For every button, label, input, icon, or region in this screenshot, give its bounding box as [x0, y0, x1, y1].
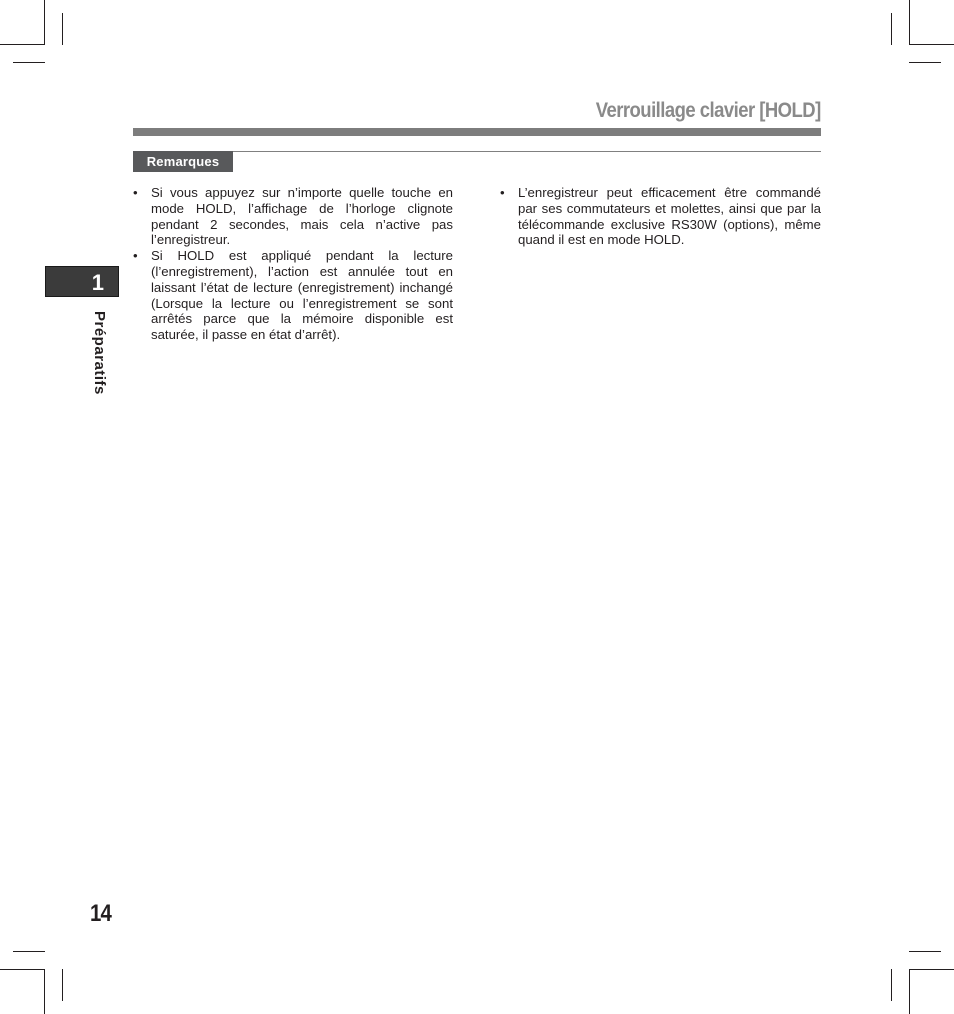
bullet-icon: •	[500, 185, 505, 200]
crop-mark	[909, 969, 954, 970]
page-title: Verrouillage clavier [HOLD]	[595, 99, 821, 122]
notes-left-column	[133, 185, 453, 343]
bullet-icon: •	[133, 185, 138, 200]
crop-mark	[0, 969, 45, 970]
note-text: Si vous appuyez sur n’importe quelle touche en mode HOLD, l’affichage de l’horloge clignote pendant 2 secondes, mais cela n’active pas l’enregistreur.	[151, 185, 453, 248]
title-underline-bar	[133, 128, 821, 136]
page-number: 14	[90, 900, 111, 927]
crop-mark	[909, 62, 941, 63]
chapter-label: Préparatifs	[91, 311, 108, 395]
crop-mark	[62, 969, 63, 1001]
chapter-tab	[45, 266, 119, 297]
crop-mark	[891, 13, 892, 45]
crop-mark	[44, 0, 45, 45]
crop-mark	[13, 951, 45, 952]
list-item	[133, 185, 453, 248]
crop-mark	[0, 44, 45, 45]
crop-mark	[44, 969, 45, 1014]
list-item	[133, 248, 453, 343]
note-text: L’enregistreur peut efficacement être commandé par ses commutateurs et molettes, ainsi que par la télécommande exclusive RS30W (options), même quand il est en mode HOLD.	[518, 185, 821, 248]
note-text: Si HOLD est appliqué pendant la lecture (l’enregistrement), l’action est annulée tout en laissant l’état de lecture (enregistrement) inchangé (Lorsque la lecture ou l’enregistrement se sont arrêtés parce que la mémoire disponible est saturée, il passe en état d’arrêt).	[151, 248, 453, 343]
crop-mark	[891, 969, 892, 1001]
crop-mark	[909, 0, 910, 45]
list-item	[500, 185, 821, 248]
crop-mark	[62, 13, 63, 45]
chapter-number: 1	[91, 270, 104, 295]
crop-mark	[909, 44, 954, 45]
bullet-icon: •	[133, 248, 138, 264]
crop-mark	[909, 969, 910, 1014]
remarques-badge: Remarques	[133, 151, 233, 172]
crop-mark	[13, 62, 45, 63]
notes-right-column	[500, 185, 821, 248]
crop-mark	[909, 951, 941, 952]
section-rule	[233, 151, 821, 152]
